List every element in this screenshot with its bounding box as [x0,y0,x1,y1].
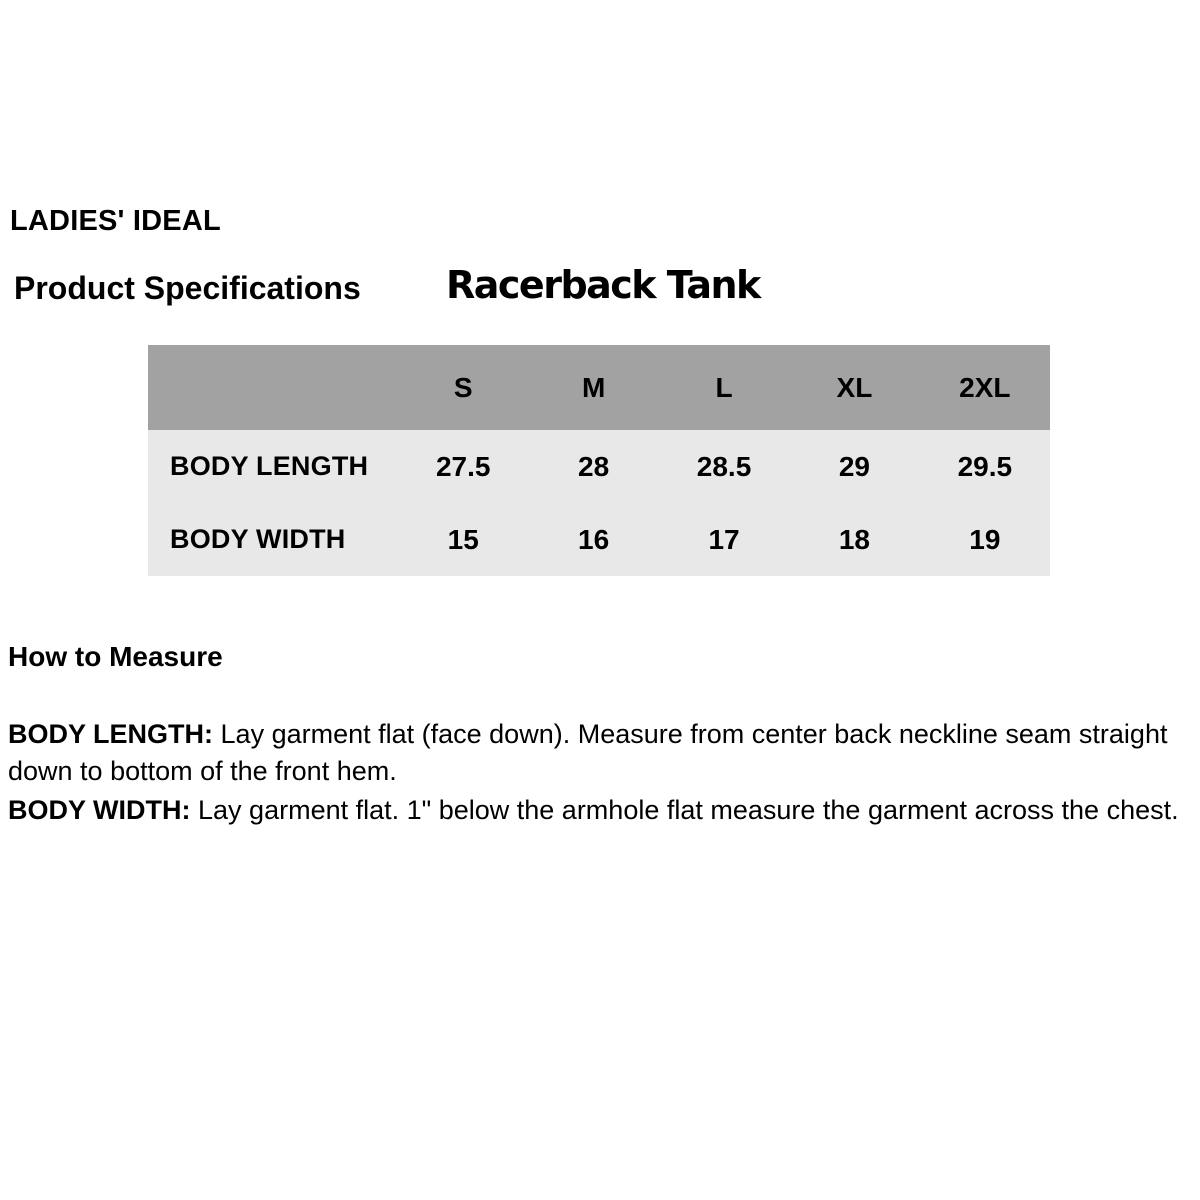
instruction-term: BODY WIDTH: [8,795,191,825]
size-spec-table [148,345,1050,576]
column-header-l: L [715,371,733,403]
body-width-xl: 18 [838,523,870,555]
instruction-body-length [8,716,1196,790]
row-label: BODY LENGTH [170,451,369,481]
body-width-m: 16 [578,523,610,555]
column-header-xl: XL [836,371,873,403]
product-name: Racerback Tank [446,263,760,307]
instruction-term: BODY LENGTH: [8,719,214,749]
column-header-m: M [581,371,606,403]
body-width-s: 15 [447,523,479,555]
column-header-s: S [453,371,473,403]
how-to-measure-heading: How to Measure [8,641,223,672]
row-label: BODY WIDTH [170,524,346,554]
section-title: Product Specifications [14,270,361,306]
body-width-l: 17 [708,523,740,555]
column-header-2xl: 2XL [959,371,1011,403]
how-to-measure-instructions [8,716,1196,829]
brand-label: LADIES' IDEAL [10,205,221,237]
body-length-2xl: 29.5 [957,450,1013,482]
body-length-l: 28.5 [696,450,752,482]
instruction-text: Lay garment flat (face down). Measure from center back neckline seam straight down to bottom of the front hem. [8,719,1168,786]
body-length-xl: 29 [838,450,870,482]
body-length-s: 27.5 [435,450,491,482]
body-width-2xl: 19 [969,523,1001,555]
table-row-body-length [148,430,1050,503]
instruction-text: Lay garment flat. 1" below the armhole flat measure the garment across the chest. [198,795,1179,825]
body-length-m: 28 [578,450,610,482]
size-table-header-row [148,345,1050,430]
table-row-body-width [148,503,1050,576]
instruction-body-width [8,792,1196,829]
